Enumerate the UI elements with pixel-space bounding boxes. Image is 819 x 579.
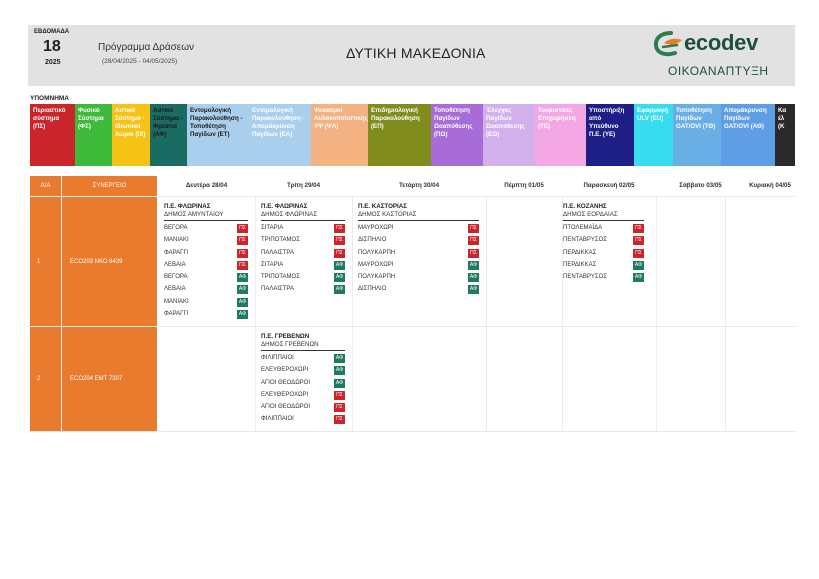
village-name: ΠΟΛΥΚΑΡΠΗ: [358, 249, 396, 256]
activity-code-badge: ΠΣ: [468, 249, 479, 258]
activity-code-badge: ΠΣ: [237, 224, 248, 233]
village-row: [164, 284, 248, 296]
day-header: Τρίτη 29/04: [286, 182, 321, 189]
program-dates: (28/04/2025 - 04/05/2025): [102, 58, 178, 65]
village-row: [164, 223, 248, 235]
activity-block: [563, 203, 644, 284]
activity-code-badge: ΑΦ: [335, 261, 344, 268]
page-header: [28, 25, 795, 86]
legend-item: Αστικό Σύστημα - Ιδιωτικοί Χώροι (ΙΧ): [112, 104, 150, 166]
village-row: [358, 235, 479, 247]
village-row: [358, 223, 479, 235]
village-row: [261, 223, 345, 235]
region-title: ΔΥΤΙΚΗ ΜΑΚΕΔΟΝΙΑ: [346, 45, 486, 61]
week-number: 18: [43, 38, 61, 55]
activity-code-badge: ΠΣ: [334, 403, 345, 412]
activity-code-badge: ΑΦ: [238, 274, 247, 281]
village-name: ΛΕΒΑΙΑ: [164, 286, 186, 293]
village-row: [261, 402, 345, 414]
day-header: Πέμπτη 01/05: [504, 182, 544, 189]
logo-wordmark: ecodev: [684, 30, 759, 55]
village-row: [563, 235, 644, 247]
activity-code-badge: ΠΣ: [633, 249, 644, 258]
village-row: [358, 272, 479, 284]
village-row: [261, 272, 345, 284]
village-name: ΣΙΤΑΡΙΑ: [261, 225, 284, 231]
village-name: ΔΙΣΠΗΛΙΟ: [358, 286, 387, 293]
village-name: ΦΑΡΑΓΓΙ: [164, 311, 189, 318]
municipality-label: ΔΗΜΟΣ ΑΜΥΝΤΑΙΟΥ: [164, 211, 248, 221]
activity-code-badge: ΠΣ: [633, 236, 644, 245]
village-name: ΤΡΙΠΟΤΑΜΟΣ: [261, 274, 300, 281]
column-divider: [725, 196, 726, 432]
legend-item: Απομάκρυνση Παγίδων GAT/OVI (ΑΘ): [721, 104, 775, 166]
activity-code-badge: ΑΦ: [335, 379, 344, 386]
municipality-label: ΔΗΜΟΣ ΦΛΩΡΙΝΑΣ: [261, 211, 345, 221]
activity-code-badge: ΑΦ: [238, 298, 247, 305]
legend-item: Εντομολογική Παρακολούθηση - Απομάκρυνση Παγίδων (ΕΑ): [249, 104, 311, 166]
activity-code-badge: ΑΦ: [469, 274, 478, 281]
village-name: ΠΕΝΤΑΒΡΥΣΟΣ: [563, 274, 607, 281]
village-name: ΜΑΥΡΟΧΩΡΙ: [358, 225, 394, 231]
village-row: [563, 272, 644, 284]
activity-code-badge: ΠΣ: [468, 236, 479, 245]
municipality-label: ΔΗΜΟΣ ΕΟΡΔΑΙΑΣ: [563, 211, 644, 221]
village-name: ΤΡΙΠΟΤΑΜΟΣ: [261, 237, 300, 244]
village-row: [563, 223, 644, 235]
synergeio-cell: ECO204 ΕΜΤ 7307: [62, 327, 157, 431]
legend-item: Επιδημιολογική Παρακολούθηση (ΕΠ): [368, 104, 431, 166]
week-year: 2025: [45, 59, 61, 66]
week-label: ΕΒΔΟΜΑΔΑ: [34, 29, 70, 35]
village-name: ΣΙΤΑΡΙΑ: [261, 261, 284, 268]
legend-item: Αστικό Σύστημα - Φρεάτια (ΑΦ): [150, 104, 187, 166]
village-name: ΦΑΡΑΓΓΙ: [164, 249, 189, 256]
village-name: ΠΟΛΥΚΑΡΠΗ: [358, 274, 396, 281]
activity-block: [164, 203, 248, 321]
municipality-label: ΔΗΜΟΣ ΚΑΣΤΟΡΙΑΣ: [358, 211, 479, 221]
legend-title: ΥΠΟΜΝΗΜΑ: [30, 95, 69, 102]
day-header: Παρασκευή 02/05: [583, 182, 635, 189]
village-row: [261, 365, 345, 377]
activity-code-badge: ΠΣ: [334, 236, 345, 245]
village-row: [261, 414, 345, 426]
activity-code-badge: ΠΣ: [334, 224, 345, 233]
legend-item: Τοποθέτηση Παγίδων GAT/OVI (ΤΘ): [673, 104, 721, 166]
village-row: [261, 260, 345, 272]
village-row: [164, 272, 248, 284]
village-row: [261, 248, 345, 260]
program-title: Πρόγραμμα Δράσεων: [98, 42, 195, 53]
row-number: 1: [30, 197, 61, 326]
row-divider: [30, 431, 795, 432]
activity-code-badge: ΑΦ: [238, 311, 247, 318]
village-name: ΒΕΓΟΡΑ: [164, 225, 188, 231]
village-name: ΜΑΝΙΑΚΙ: [164, 237, 189, 244]
village-row: [358, 248, 479, 260]
legend-item: Τοποθέτηση Παγίδων Ωοαπόθεσης (ΠΩ): [431, 104, 483, 166]
municipality-label: ΔΗΜΟΣ ΓΡΕΒΕΝΩΝ: [261, 341, 345, 351]
village-row: [164, 235, 248, 247]
legend-item: Φυσικό Σύστημα (ΦΣ): [75, 104, 112, 166]
activity-block: [261, 333, 345, 427]
village-row: [563, 260, 644, 272]
village-row: [164, 309, 248, 321]
column-divider: [486, 196, 487, 432]
village-name: ΔΙΣΠΗΛΙΟ: [358, 237, 387, 244]
legend-item: Περιαστικό σύστημα (ΠΣ): [30, 104, 75, 166]
village-name: ΠΑΛΑΙΣΤΡΑ: [261, 286, 294, 293]
day-header: Δευτέρα 28/04: [185, 182, 228, 189]
activity-code-badge: ΠΣ: [334, 391, 345, 400]
village-name: ΒΕΓΟΡΑ: [164, 274, 188, 281]
column-divider: [255, 196, 256, 432]
village-row: [164, 297, 248, 309]
activity-code-badge: ΠΣ: [334, 249, 345, 258]
village-name: ΠΕΝΤΑΒΡΥΣΟΣ: [563, 237, 607, 244]
village-name: ΦΙΛΙΠΠΑΙΟΙ: [261, 355, 294, 361]
synergeio-cell: ECO203 ΝΚΟ 8439: [62, 197, 157, 326]
activity-code-badge: ΑΦ: [335, 286, 344, 293]
ecodev-leaf-icon: [651, 30, 685, 58]
activity-code-badge: ΠΣ: [633, 224, 644, 233]
legend-item: Κα έλ (Κ: [775, 104, 795, 166]
village-name: ΠΑΛΑΙΣΤΡΑ: [261, 249, 294, 256]
activity-code-badge: ΑΦ: [335, 274, 344, 281]
prefecture-label: Π.Ε. ΚΑΣΤΟΡΙΑΣ: [358, 203, 407, 210]
village-row: [563, 248, 644, 260]
village-name: ΠΤΟΛΕΜΑΪΔΑ: [563, 225, 603, 231]
village-name: ΠΕΡΔΙΚΚΑΣ: [563, 261, 597, 268]
village-row: [261, 353, 345, 365]
synergeio-header: ΣΥΝΕΡΓΕΙΟ: [62, 176, 157, 196]
column-divider: [656, 196, 657, 432]
activity-code-badge: ΠΣ: [237, 249, 248, 258]
activity-block: [261, 203, 345, 297]
activity-code-badge: ΑΦ: [469, 261, 478, 268]
prefecture-label: Π.Ε. ΓΡΕΒΕΝΩΝ: [261, 333, 310, 340]
prefecture-label: Π.Ε. ΚΟΖΑΝΗΣ: [563, 203, 607, 210]
village-name: ΑΓΙΟΙ ΘΕΟΔΩΡΟΙ: [261, 379, 311, 386]
activity-code-badge: ΠΣ: [237, 261, 248, 270]
village-row: [261, 235, 345, 247]
day-header: Κυριακή 04/05: [749, 182, 791, 189]
activity-code-badge: ΑΦ: [634, 261, 643, 268]
activity-code-badge: ΑΦ: [335, 355, 344, 361]
day-header: Τετάρτη 30/04: [398, 182, 440, 189]
activity-code-badge: ΑΦ: [634, 274, 643, 281]
village-row: [261, 284, 345, 296]
village-name: ΕΛΕΥΘΕΡΟΧΩΡΙ: [261, 367, 309, 374]
village-name: ΕΛΕΥΘΕΡΟΧΩΡΙ: [261, 391, 309, 398]
village-name: ΜΑΥΡΟΧΩΡΙ: [358, 261, 394, 268]
aa-header: Α/Α: [30, 176, 61, 196]
schedule-table: [30, 176, 795, 432]
legend-item: Τουριστικές Επιχειρήσεις (ΤΕ): [535, 104, 586, 166]
village-row: [164, 248, 248, 260]
logo-subtitle: ΟΙΚΟΑΝΑΠΤΥΞΗ: [668, 64, 769, 78]
prefecture-label: Π.Ε. ΦΛΩΡΙΝΑΣ: [164, 203, 211, 210]
legend-item: Εντομολογική Παρακολούθηση - Τοποθέτηση Παγίδων (ΕΤ): [187, 104, 249, 166]
legend-item: Ψεκασμοί Αυλακοποτιστικής ΥΨ (ΨΑ): [311, 104, 368, 166]
activity-code-badge: ΑΦ: [469, 286, 478, 293]
activity-code-badge: ΑΦ: [238, 286, 247, 293]
activity-code-badge: ΠΣ: [468, 224, 479, 233]
village-row: [164, 260, 248, 272]
legend-item: Εφαρμογή ULV (EU): [634, 104, 673, 166]
legend-item: Έλεγχος Παγίδων Ωοαπόθεσης (ΕΩ): [483, 104, 535, 166]
village-name: ΛΕΒΑΙΑ: [164, 261, 186, 268]
village-name: ΠΕΡΔΙΚΚΑΣ: [563, 249, 597, 256]
activity-code-badge: ΠΣ: [334, 415, 345, 424]
village-row: [261, 378, 345, 390]
legend-item: Υποστήριξη από Υπεύθυνο Π.Ε. (ΥΕ): [586, 104, 634, 166]
activity-block: [358, 203, 479, 297]
village-name: ΜΑΝΙΑΚΙ: [164, 298, 189, 305]
day-header: Σάββατο 03/05: [679, 182, 722, 189]
row-number: 2: [30, 327, 61, 431]
activity-code-badge: ΑΦ: [335, 367, 344, 374]
village-row: [261, 390, 345, 402]
village-name: ΦΙΛΙΠΠΑΙΟΙ: [261, 416, 294, 423]
prefecture-label: Π.Ε. ΦΛΩΡΙΝΑΣ: [261, 203, 308, 210]
village-name: ΑΓΙΟΙ ΘΕΟΔΩΡΟΙ: [261, 404, 311, 411]
activity-code-badge: ΠΣ: [237, 236, 248, 245]
village-row: [358, 284, 479, 296]
village-row: [358, 260, 479, 272]
legend: [30, 104, 795, 166]
column-divider: [352, 196, 353, 432]
